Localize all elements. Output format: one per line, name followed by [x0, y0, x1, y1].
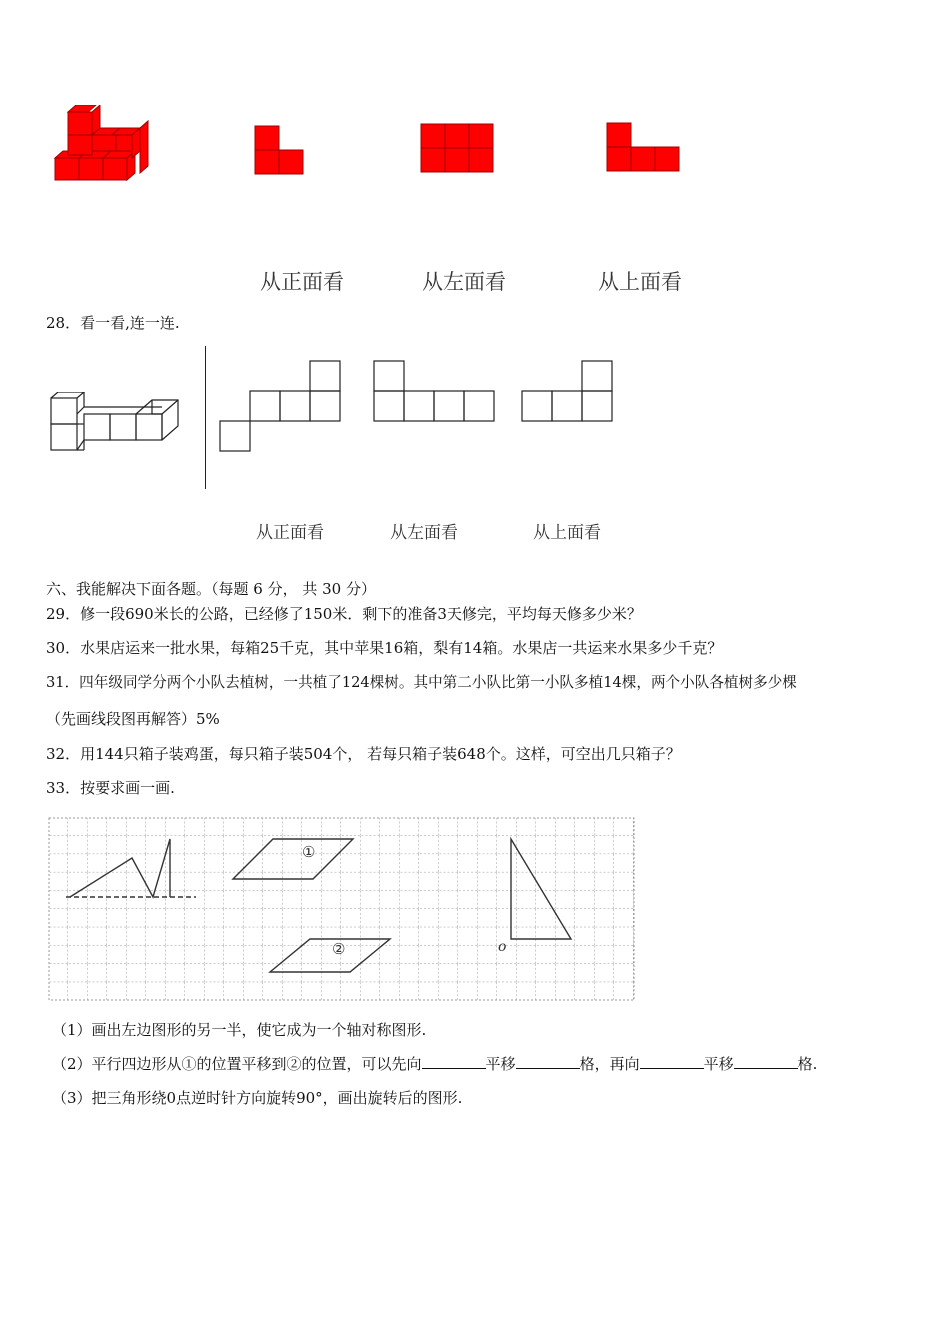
- q28-label-front: 从正面看: [256, 523, 324, 543]
- q28-view-b: [372, 358, 498, 428]
- q33-sub2-part-a: （2）平行四边形从①的位置平移到②的位置，可以先向: [52, 1055, 422, 1073]
- section-6-title: 六、我能解决下面各题。（每题 6 分， 共 30 分）: [46, 580, 376, 598]
- q28-label-top: 从上面看: [533, 523, 601, 543]
- grid-view-c-icon: [520, 358, 616, 424]
- top-view-label-top: 从上面看: [598, 270, 682, 294]
- point-o-label: o: [498, 939, 507, 955]
- q33-sub3: （3）把三角形绕0点逆时针方向旋转90°，画出旋转后的图形.: [52, 1089, 463, 1107]
- red-cube-3d-icon: [50, 105, 160, 190]
- top-view-label-front: 从正面看: [260, 270, 344, 294]
- q33-grid: [48, 817, 636, 1005]
- q28-divider: [205, 346, 206, 489]
- answer-blank-steps-1[interactable]: [516, 1054, 580, 1069]
- answer-blank-steps-2[interactable]: [734, 1054, 798, 1069]
- top-view-label-left: 从左面看: [422, 270, 506, 294]
- question-31-line1: 31．四年级同学分两个小队去植树，一共植了124棵树。其中第二小队比第一小队多植14棵，两个小队各植树多少棵: [46, 674, 797, 691]
- q28-view-c: [520, 358, 616, 428]
- question-32: 32．用144只箱子装鸡蛋，每只箱子装504个， 若每只箱子装648个。这样，可空出几只箱子？: [46, 745, 681, 763]
- dotted-grid-figure: [48, 817, 636, 1001]
- q33-sub2-part-c: 格，再向: [579, 1055, 640, 1073]
- red-front-view-icon: [254, 125, 306, 175]
- question-30: 30．水果店运来一批水果，每箱25千克，其中苹果16箱，梨有14箱。水果店一共运来水果多少千克？: [46, 639, 723, 657]
- q28-cube-figure: [48, 392, 184, 458]
- question-31-line2: （先画线段图再解答）5%: [46, 710, 220, 728]
- q33-sub2-part-e: 格.: [797, 1055, 818, 1073]
- q33-sub2: [52, 1053, 817, 1074]
- parallelogram-1-label: ①: [302, 843, 316, 861]
- red-left-view-icon: [420, 123, 496, 175]
- parallelogram-2-label: ②: [332, 940, 346, 958]
- left-view-red: [420, 123, 496, 179]
- grid-view-a-icon: [218, 358, 342, 454]
- question-28: 28．看一看,连一连.: [46, 314, 180, 332]
- red-top-view-icon: [606, 122, 682, 174]
- q33-sub1: （1）画出左边图形的另一半，使它成为一个轴对称图形.: [52, 1021, 427, 1039]
- q33-sub2-part-b: 平移: [485, 1055, 516, 1073]
- question-33: 33．按要求画一画.: [46, 779, 175, 797]
- top-cube-figure: [50, 105, 160, 190]
- q28-view-a: [218, 358, 342, 458]
- top-view-red: [606, 122, 682, 178]
- answer-blank-direction-1[interactable]: [422, 1054, 486, 1069]
- grid-view-b-icon: [372, 358, 498, 424]
- q33-sub2-part-d: 平移: [703, 1055, 734, 1073]
- wire-cube-3d-icon: [48, 392, 184, 454]
- q28-label-left: 从左面看: [390, 523, 458, 543]
- answer-blank-direction-2[interactable]: [640, 1054, 704, 1069]
- question-29: 29．修一段690米长的公路，已经修了150米．剩下的准备3天修完，平均每天修多少米？: [46, 605, 642, 623]
- front-view-red: [254, 125, 306, 179]
